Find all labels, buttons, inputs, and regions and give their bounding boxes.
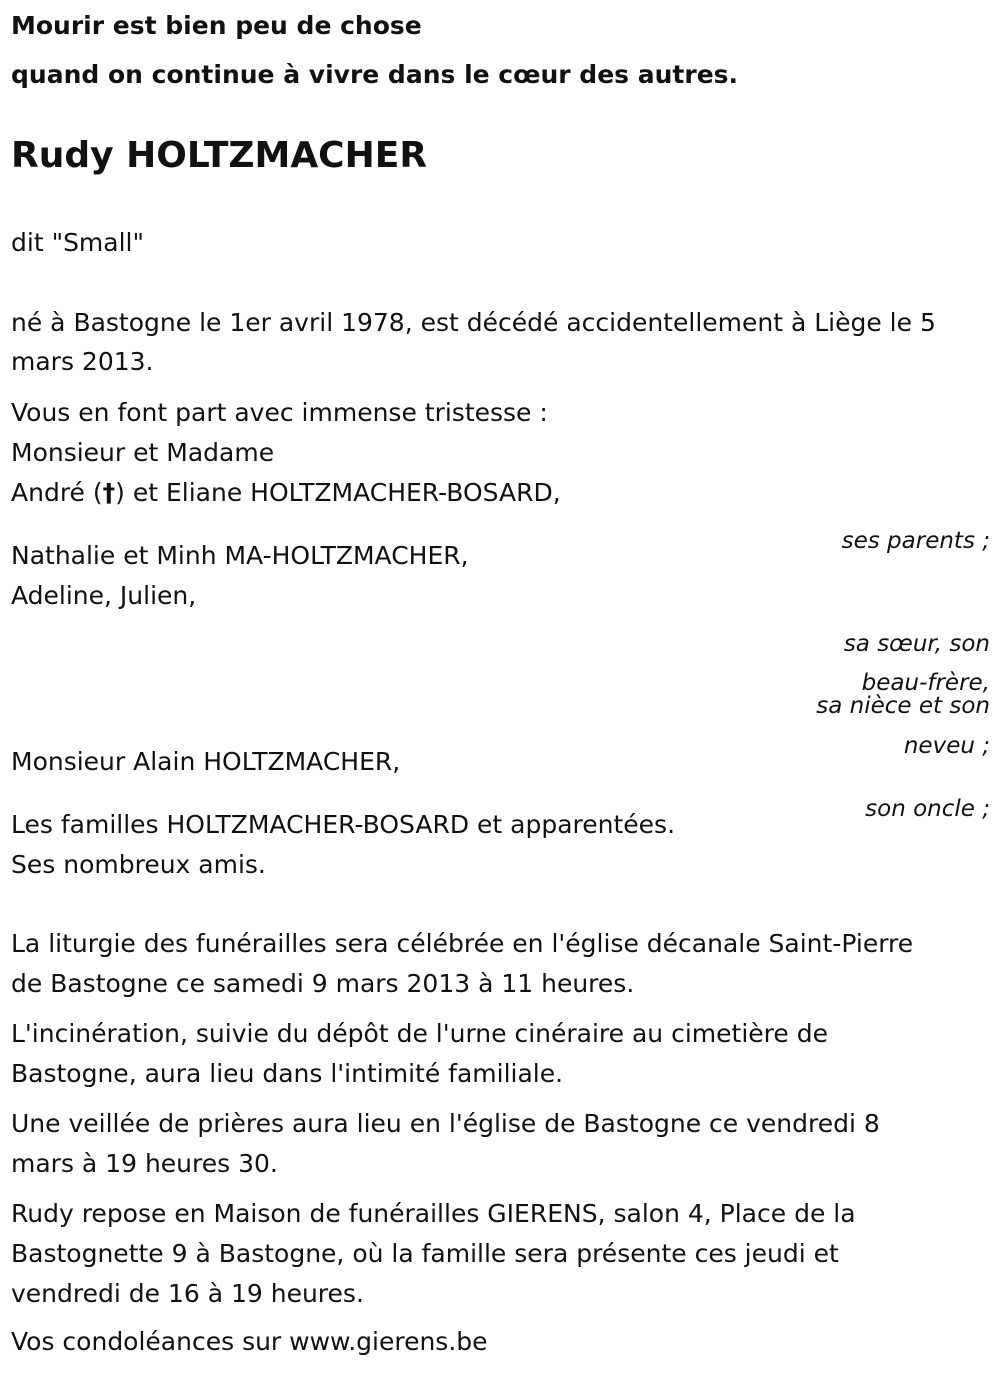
sister-role-4: neveu ; [903,733,990,759]
sister-line-1: Nathalie et Minh MA-HOLTZMACHER, [11,541,469,570]
birth-line-2: mars 2013. [11,347,154,376]
quote-line-2: quand on continue à vivre dans le cœur des autres. [11,60,739,89]
liturgy-line-1: La liturgie des funérailles sera célébrée en l'église décanale Saint-Pierre [11,929,914,958]
families-line-1: Les familles HOLTZMACHER-BOSARD et apparentées. [11,810,676,839]
uncle-line-1: Monsieur Alain HOLTZMACHER, [11,747,401,776]
sister-role-2: beau-frère, [861,670,990,696]
parents-line-2-post: ) et Eliane HOLTZMACHER-BOSARD, [115,478,561,507]
parents-line-2-pre: André ( [11,478,103,507]
parents-line-2 [11,473,561,513]
uncle-role: son oncle ; [865,796,990,822]
sister-role-1: sa sœur, son [843,631,990,657]
announcement: Vous en font part avec immense tristesse : [11,398,548,427]
birth-line-1: né à Bastogne le 1er avril 1978, est décédé accidentellement à Liège le 5 [11,308,936,337]
nickname: dit "Small" [11,228,144,257]
condolences: Vos condoléances sur www.gierens.be [11,1327,488,1356]
incineration-line-2: Bastogne, aura lieu dans l'intimité familiale. [11,1059,564,1088]
cross-icon: † [102,478,116,507]
repose-line-1: Rudy repose en Maison de funérailles GIERENS, salon 4, Place de la [11,1199,856,1228]
deceased-name: Rudy HOLTZMACHER [11,135,428,176]
families-line-2: Ses nombreux amis. [11,850,266,879]
vigil-line-1: Une veillée de prières aura lieu en l'église de Bastogne ce vendredi 8 [11,1109,880,1138]
sister-role-3: sa nièce et son [816,693,990,719]
incineration-line-1: L'incinération, suivie du dépôt de l'urne cinéraire au cimetière de [11,1019,828,1048]
liturgy-line-2: de Bastogne ce samedi 9 mars 2013 à 11 heures. [11,969,635,998]
sister-line-2: Adeline, Julien, [11,581,197,610]
quote-line-1: Mourir est bien peu de chose [11,11,422,40]
vigil-line-2: mars à 19 heures 30. [11,1149,278,1178]
parents-line-1: Monsieur et Madame [11,438,275,467]
parents-role: ses parents ; [841,528,990,554]
repose-line-3: vendredi de 16 à 19 heures. [11,1279,364,1308]
repose-line-2: Bastognette 9 à Bastogne, où la famille sera présente ces jeudi et [11,1239,839,1268]
